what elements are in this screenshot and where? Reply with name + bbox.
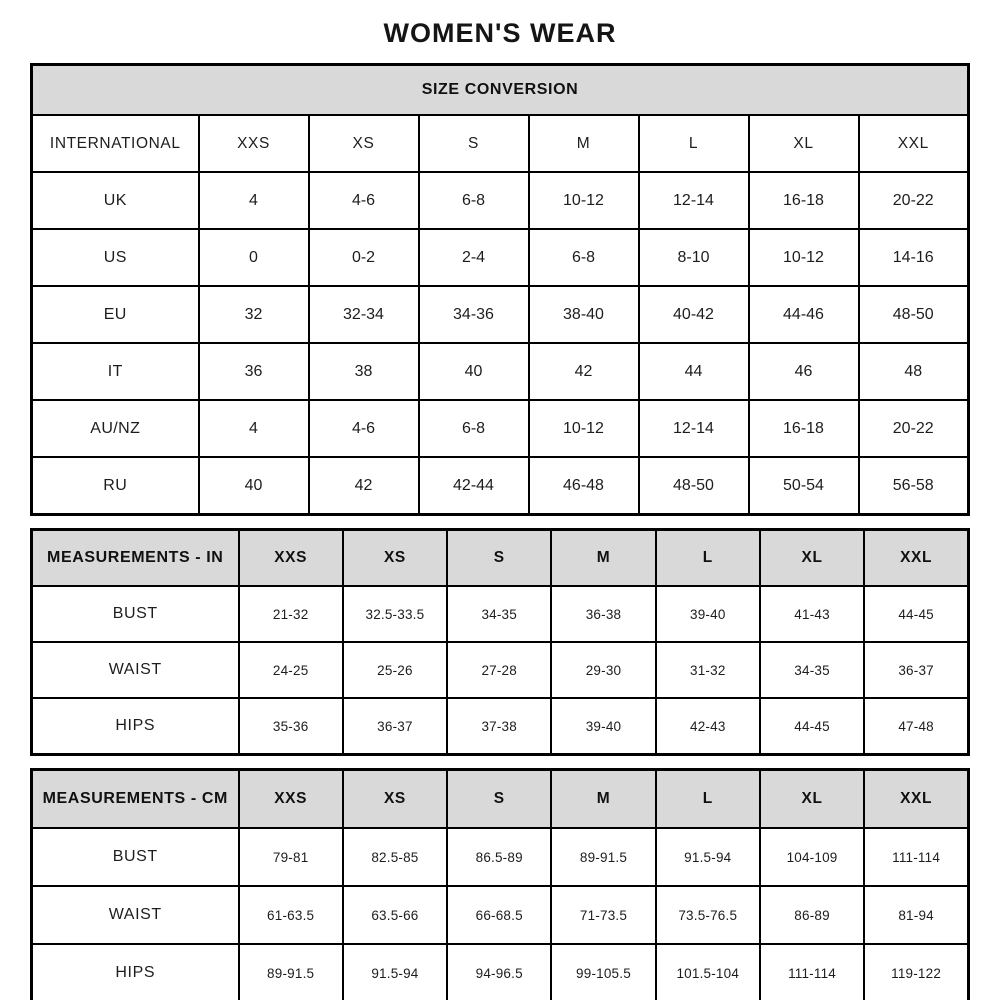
column-header: XL (760, 770, 864, 829)
column-header: XL (760, 530, 864, 587)
row-label: HIPS (32, 698, 239, 755)
data-cell: 0 (199, 229, 309, 286)
row-label: HIPS (32, 944, 239, 1000)
data-cell: 101.5-104 (656, 944, 760, 1000)
row-label: UK (32, 172, 199, 229)
data-cell: 111-114 (864, 828, 968, 886)
data-cell: 81-94 (864, 886, 968, 944)
data-cell: 36 (199, 343, 309, 400)
data-cell: 42-44 (419, 457, 529, 515)
table-row (32, 286, 969, 343)
row-label: RU (32, 457, 199, 515)
data-cell: 34-36 (419, 286, 529, 343)
row-label: BUST (32, 586, 239, 642)
data-cell: 6-8 (529, 229, 639, 286)
data-cell: 44 (639, 343, 749, 400)
row-label: IT (32, 343, 199, 400)
data-cell: 89-91.5 (239, 944, 343, 1000)
column-header: S (447, 530, 551, 587)
data-cell: 71-73.5 (551, 886, 655, 944)
table-row (32, 343, 969, 400)
column-header: XS (309, 115, 419, 172)
data-cell: 8-10 (639, 229, 749, 286)
column-header: M (529, 115, 639, 172)
data-cell: 36-37 (343, 698, 447, 755)
data-cell: 86-89 (760, 886, 864, 944)
data-cell: 89-91.5 (551, 828, 655, 886)
column-header: XXL (864, 530, 968, 587)
data-cell: 50-54 (749, 457, 859, 515)
data-cell: 24-25 (239, 642, 343, 698)
table-row (32, 698, 969, 755)
row-label: BUST (32, 828, 239, 886)
data-cell: 41-43 (760, 586, 864, 642)
data-cell: 40 (199, 457, 309, 515)
data-cell: 0-2 (309, 229, 419, 286)
data-cell: 94-96.5 (447, 944, 551, 1000)
data-cell: 42-43 (656, 698, 760, 755)
data-cell: 46-48 (529, 457, 639, 515)
table-title-row (32, 65, 969, 116)
data-cell: 25-26 (343, 642, 447, 698)
data-cell: 10-12 (529, 172, 639, 229)
data-cell: 32.5-33.5 (343, 586, 447, 642)
data-cell: 42 (309, 457, 419, 515)
size-conversion-table (30, 63, 970, 516)
column-header: MEASUREMENTS - IN (32, 530, 239, 587)
column-header: S (419, 115, 529, 172)
column-header-row (32, 115, 969, 172)
measurements-in-table (30, 528, 970, 756)
column-header-row (32, 770, 969, 829)
column-header: XL (749, 115, 859, 172)
data-cell: 119-122 (864, 944, 968, 1000)
data-cell: 4 (199, 172, 309, 229)
column-header: INTERNATIONAL (32, 115, 199, 172)
data-cell: 48-50 (859, 286, 969, 343)
row-label: EU (32, 286, 199, 343)
page-title: WOMEN'S WEAR (383, 18, 617, 48)
data-cell: 104-109 (760, 828, 864, 886)
row-label: WAIST (32, 642, 239, 698)
column-header: XS (343, 530, 447, 587)
data-cell: 61-63.5 (239, 886, 343, 944)
data-cell: 44-45 (864, 586, 968, 642)
column-header: L (656, 770, 760, 829)
column-header: XXS (239, 530, 343, 587)
data-cell: 86.5-89 (447, 828, 551, 886)
data-cell: 12-14 (639, 400, 749, 457)
data-cell: 36-37 (864, 642, 968, 698)
data-cell: 46 (749, 343, 859, 400)
data-cell: 32 (199, 286, 309, 343)
column-header: M (551, 530, 655, 587)
data-cell: 20-22 (859, 400, 969, 457)
data-cell: 91.5-94 (656, 828, 760, 886)
column-header: XXS (239, 770, 343, 829)
data-cell: 79-81 (239, 828, 343, 886)
data-cell: 21-32 (239, 586, 343, 642)
row-label: WAIST (32, 886, 239, 944)
column-header: S (447, 770, 551, 829)
row-label: US (32, 229, 199, 286)
data-cell: 31-32 (656, 642, 760, 698)
data-cell: 34-35 (760, 642, 864, 698)
table-row (32, 944, 969, 1000)
data-cell: 10-12 (749, 229, 859, 286)
measurements-cm-table (30, 768, 970, 1000)
data-cell: 4-6 (309, 400, 419, 457)
data-cell: 16-18 (749, 400, 859, 457)
data-cell: 48 (859, 343, 969, 400)
data-cell: 111-114 (760, 944, 864, 1000)
table-row (32, 457, 969, 515)
data-cell: 91.5-94 (343, 944, 447, 1000)
column-header: XXL (859, 115, 969, 172)
data-cell: 38-40 (529, 286, 639, 343)
data-cell: 37-38 (447, 698, 551, 755)
data-cell: 12-14 (639, 172, 749, 229)
data-cell: 48-50 (639, 457, 749, 515)
column-header-row (32, 530, 969, 587)
table-row (32, 172, 969, 229)
table-row (32, 400, 969, 457)
column-header: XXS (199, 115, 309, 172)
column-header: L (639, 115, 749, 172)
data-cell: 4 (199, 400, 309, 457)
data-cell: 16-18 (749, 172, 859, 229)
data-cell: 99-105.5 (551, 944, 655, 1000)
data-cell: 39-40 (551, 698, 655, 755)
data-cell: 40-42 (639, 286, 749, 343)
data-cell: 4-6 (309, 172, 419, 229)
data-cell: 14-16 (859, 229, 969, 286)
data-cell: 6-8 (419, 400, 529, 457)
column-header: XS (343, 770, 447, 829)
data-cell: 82.5-85 (343, 828, 447, 886)
data-cell: 34-35 (447, 586, 551, 642)
column-header: L (656, 530, 760, 587)
data-cell: 47-48 (864, 698, 968, 755)
row-label: AU/NZ (32, 400, 199, 457)
data-cell: 10-12 (529, 400, 639, 457)
data-cell: 44-45 (760, 698, 864, 755)
data-cell: 63.5-66 (343, 886, 447, 944)
table-row (32, 642, 969, 698)
data-cell: 73.5-76.5 (656, 886, 760, 944)
data-cell: 42 (529, 343, 639, 400)
data-cell: 20-22 (859, 172, 969, 229)
table-row (32, 229, 969, 286)
data-cell: 40 (419, 343, 529, 400)
data-cell: 39-40 (656, 586, 760, 642)
table-row (32, 586, 969, 642)
data-cell: 44-46 (749, 286, 859, 343)
data-cell: 36-38 (551, 586, 655, 642)
data-cell: 27-28 (447, 642, 551, 698)
data-cell: 2-4 (419, 229, 529, 286)
data-cell: 56-58 (859, 457, 969, 515)
table-row (32, 828, 969, 886)
data-cell: 6-8 (419, 172, 529, 229)
column-header: XXL (864, 770, 968, 829)
column-header: MEASUREMENTS - CM (32, 770, 239, 829)
data-cell: 66-68.5 (447, 886, 551, 944)
data-cell: 29-30 (551, 642, 655, 698)
table-row (32, 886, 969, 944)
table-title: SIZE CONVERSION (32, 65, 969, 116)
data-cell: 32-34 (309, 286, 419, 343)
column-header: M (551, 770, 655, 829)
data-cell: 35-36 (239, 698, 343, 755)
data-cell: 38 (309, 343, 419, 400)
size-guide-page (30, 0, 970, 1000)
